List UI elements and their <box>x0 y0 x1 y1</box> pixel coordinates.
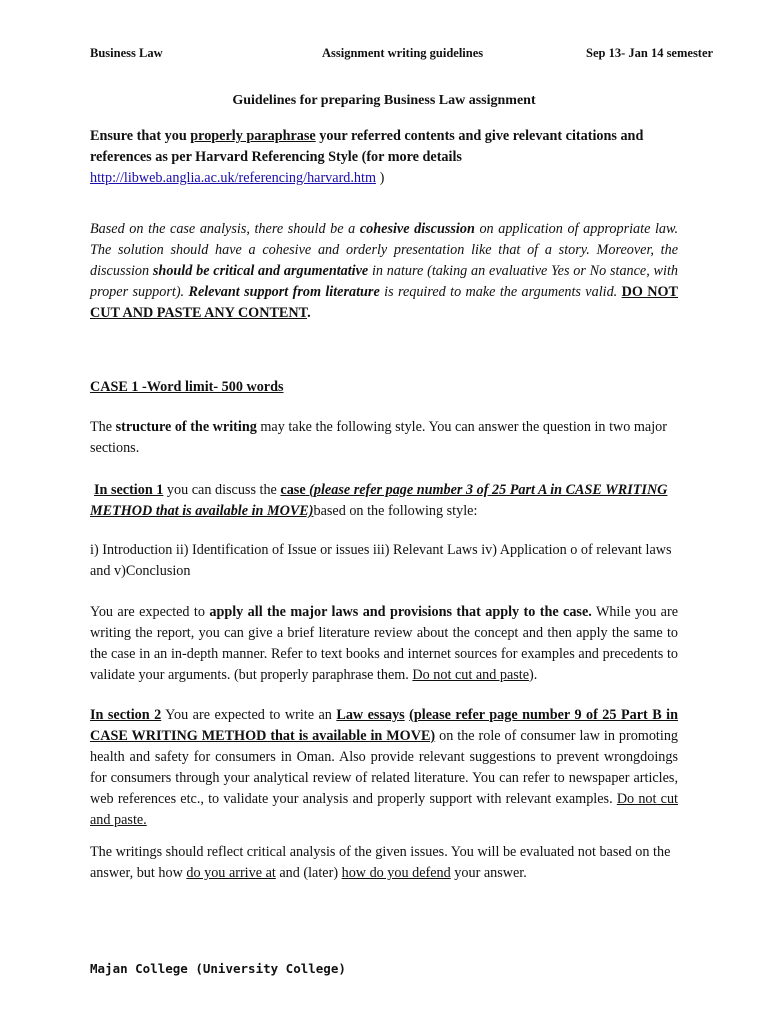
intro-text: your referred contents and give relevant citations and references as per Harvard Referencing Style (for more details <box>90 128 644 165</box>
section2-label: In section 2 <box>90 707 162 723</box>
intro-text: ) <box>376 170 385 186</box>
structure-list: i) Introduction ii) Identification of Issue or issues iii) Relevant Laws iv) Application o of relevant laws and v)Conclusion <box>90 542 672 579</box>
emphasis-run: (please refer page number 9 of 25 Part B in CASE WRITING METHOD that is available in MOVE) <box>90 707 678 744</box>
emphasis-run: should be critical and argumentative <box>152 263 369 279</box>
text-run: ). <box>529 667 538 683</box>
section2-paragraph <box>90 705 678 831</box>
emphasis-run: Law essays <box>336 707 405 723</box>
text-run: and (later) <box>275 865 342 881</box>
header-doc-type: Assignment writing guidelines <box>322 46 484 60</box>
header-course: Business Law <box>90 46 163 60</box>
text-run: based on the following style: <box>313 503 478 519</box>
text-run: in nature (taking an evaluative Yes or No stance, with proper support). <box>90 263 678 300</box>
expected-paragraph <box>90 602 678 686</box>
text-run: Based on the case analysis, there should be a <box>90 221 360 237</box>
emphasis-run: case <box>280 482 306 498</box>
intro-emphasis: properly paraphrase <box>190 128 316 144</box>
emphasis-run: structure of the writing <box>115 419 257 435</box>
text-run: The <box>90 419 116 435</box>
section1-label: In section 1 <box>94 482 164 498</box>
header-semester: Sep 13- Jan 14 semester <box>586 46 714 60</box>
evaluation-paragraph <box>90 842 678 884</box>
warning-run: Do not cut and paste. <box>90 791 678 828</box>
text-run: You are expected to <box>90 604 210 620</box>
case-analysis-paragraph <box>90 219 678 324</box>
warning-run: Do not cut and paste <box>412 667 530 683</box>
emphasis-run: (please refer page number 3 of 25 Part A in CASE WRITING METHOD that is available in MOVE) <box>90 482 668 519</box>
document-title: Guidelines for preparing Business Law assignment <box>232 93 536 108</box>
emphasis-run: do you arrive at <box>186 865 276 881</box>
emphasis-run: Relevant support from literature <box>188 284 380 300</box>
emphasis-run: cohesive discussion <box>359 221 475 237</box>
text-run: on the role of consumer law in promoting health and safety for consumers in Oman. Also provide relevant suggestions to prevent wrongdoings for consumers through your analytical review of related literature. You can refer to newspaper articles, web references etc., to validate your analysis and properly support with relevant examples. <box>90 728 679 807</box>
text-run: is required to make the arguments valid. <box>379 284 622 300</box>
text-run: While you are writing the report, you can give a brief literature review about the concept and then apply the same to the case in an in-depth manner. Refer to text books and internet sources for examples and precedents to validate your arguments. (but properly paraphrase them. <box>90 604 679 683</box>
text-run: may take the following style. You can answer the question in two major sections. <box>90 419 667 456</box>
footer-college-name: Majan College (University College) <box>90 961 346 976</box>
text-run: you can discuss the <box>163 482 281 498</box>
text-run: . <box>307 305 311 321</box>
intro-paragraph <box>90 126 678 189</box>
emphasis-run: apply all the major laws and provisions that apply to the case. <box>209 604 592 620</box>
section1-paragraph <box>90 480 678 522</box>
emphasis-run: how do you defend <box>341 865 451 881</box>
text-run: on application of appropriate law. The solution should have a cohesive and orderly presentation like that of a story. Moreover, the discussion <box>90 221 678 279</box>
text-run: The writings should reflect critical analysis of the given issues. You will be evaluated not based on the answer, but how <box>90 844 671 881</box>
structure-paragraph <box>90 417 678 459</box>
warning-run: DO NOT CUT AND PASTE ANY CONTENT <box>90 284 678 321</box>
intro-text: Ensure that you <box>90 128 191 144</box>
case1-heading: CASE 1 -Word limit- 500 words <box>90 379 284 395</box>
text-run: You are expected to write an <box>161 707 337 723</box>
harvard-referencing-link[interactable]: http://libweb.anglia.ac.uk/referencing/harvard.htm <box>90 170 377 186</box>
text-run: your answer. <box>450 865 527 881</box>
